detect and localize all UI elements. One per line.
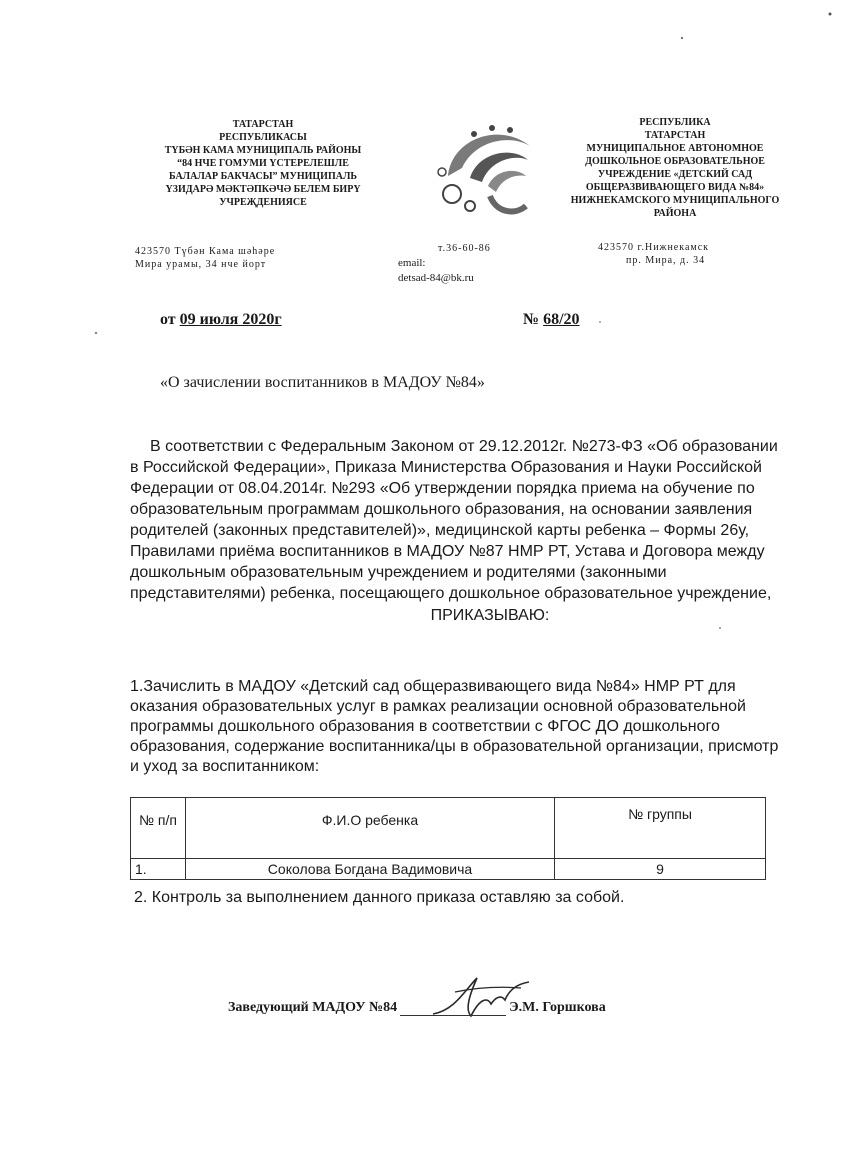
col-name-header: Ф.И.О ребенка: [186, 798, 555, 859]
address-tatar: [135, 245, 275, 271]
order-item-2: 2. Контроль за выполнением данного приказа оставляю за собой.: [134, 889, 625, 906]
table-header-row: [131, 798, 766, 859]
signer-title: Заведующий МАДОУ №84: [228, 1000, 398, 1015]
order-date: [160, 311, 282, 329]
signer-name: Э.М. Горшкова: [509, 1000, 606, 1015]
header-right-line: УЧРЕЖДЕНИЕ «ДЕТСКИЙ САД: [597, 169, 753, 180]
number-prefix: №: [523, 311, 544, 328]
address-russian: [598, 241, 709, 267]
order-item-1: 1.Зачислить в МАДОУ «Детский сад общеразвивающего вида №84» НМР РТ для оказания образовательных услуг в рамках реализации основной образовательной программы дошкольного образования в соответствии с ФГОС ДО дошкольного образования, содержание воспитанника/цы в образовательной организации, присмотр и уход за воспитанником:: [130, 678, 779, 775]
signature-line: [400, 1001, 506, 1016]
order-subject: «О зачислении воспитанников в МАДОУ №84»: [160, 374, 485, 391]
header-right-line: МУНИЦИПАЛЬНОЕ АВТОНОМНОЕ: [586, 143, 764, 154]
address-line: пр. Мира, д. 34: [626, 255, 706, 266]
children-table: [130, 797, 766, 880]
preamble: [130, 436, 780, 626]
header-left-line: “84 НЧЕ ГОМУМИ ҮСТЕРЕЛЕШЛЕ: [177, 158, 349, 169]
email-address: detsad-84@bk.ru: [398, 272, 474, 284]
phone-number: т.36-60-86: [438, 243, 491, 254]
table-row: [131, 859, 766, 880]
header-left-line: ТАТАРСТАН: [232, 119, 294, 130]
date-prefix: от: [160, 311, 180, 328]
email-label: email:: [398, 257, 426, 269]
kindergarten-logo-icon: [430, 116, 540, 221]
row-number: 1.: [131, 859, 186, 880]
header-russian-name: [545, 116, 805, 220]
date-value: 09 июля 2020г: [179, 311, 282, 328]
header-left-line: БАЛАЛАР БАКЧАСЫ” МУНИЦИПАЛЬ: [168, 171, 358, 182]
group-number: 9: [555, 859, 766, 880]
col-group-header: № группы: [555, 798, 766, 859]
address-line: 423570 Түбән Кама шәһәре: [135, 246, 276, 257]
header-right-line: ОБЩЕРАЗВИВАЮЩЕГО ВИДА №84»: [585, 182, 765, 193]
header-right-line: РАЙОНА: [653, 208, 697, 219]
handwritten-signature-icon: [425, 970, 535, 1025]
header-left-line: ТҮБӘН КАМА МУНИЦИПАЛЬ РАЙОНЫ: [164, 145, 362, 156]
address-line: 423570 г.Нижнекамск: [598, 242, 710, 253]
header-right-line: ТАТАРСТАН: [644, 130, 706, 141]
preamble-text: В соответствии с Федеральным Законом от 29.12.2012г. №273-ФЗ «Об образовании в Российской Федерации», Приказа Министерства Образования и Науки Российской Федерации от 08.04.2014г. №293 «Об утверждении порядка приема на обучение по образовательным программам дошкольного образования, на основании заявления родителей (законных представителей)», медицинской карты ребенка – Формы 26у, Правилами приёма воспитанников в МАДОУ №87 НМР РТ, Устава и Договора между дошкольным образовательным учреждением и родителями (законными представителями) ребенка, посещающего дошкольное образовательное учреждение,: [130, 438, 778, 602]
number-value: 68/20: [543, 311, 580, 328]
col-number-header: № п/п: [131, 798, 186, 859]
signature-block: [228, 1000, 606, 1016]
header-right-line: РЕСПУБЛИКА: [639, 117, 711, 128]
header-left-line: УЧРЕҖДЕНИЯСЕ: [219, 197, 307, 208]
child-name: Соколова Богдана Вадимовича: [186, 859, 555, 880]
header-right-line: НИЖНЕКАМСКОГО МУНИЦИПАЛЬНОГО: [570, 195, 780, 206]
header-right-line: ДОШКОЛЬНОЕ ОБРАЗОВАТЕЛЬНОЕ: [585, 156, 765, 167]
header-tatar-name: [118, 118, 408, 209]
header-left-line: РЕСПУБЛИКАСЫ: [219, 132, 307, 143]
order-word: ПРИКАЗЫВАЮ:: [430, 607, 550, 624]
contact-block: [398, 241, 491, 286]
header-left-line: ҮЗИДАРӘ МӘКТӘПКӘЧӘ БЕЛЕМ БИРҮ: [165, 184, 361, 195]
order-number: [523, 311, 580, 329]
address-line: Мира урамы, 34 нче йорт: [135, 259, 267, 270]
